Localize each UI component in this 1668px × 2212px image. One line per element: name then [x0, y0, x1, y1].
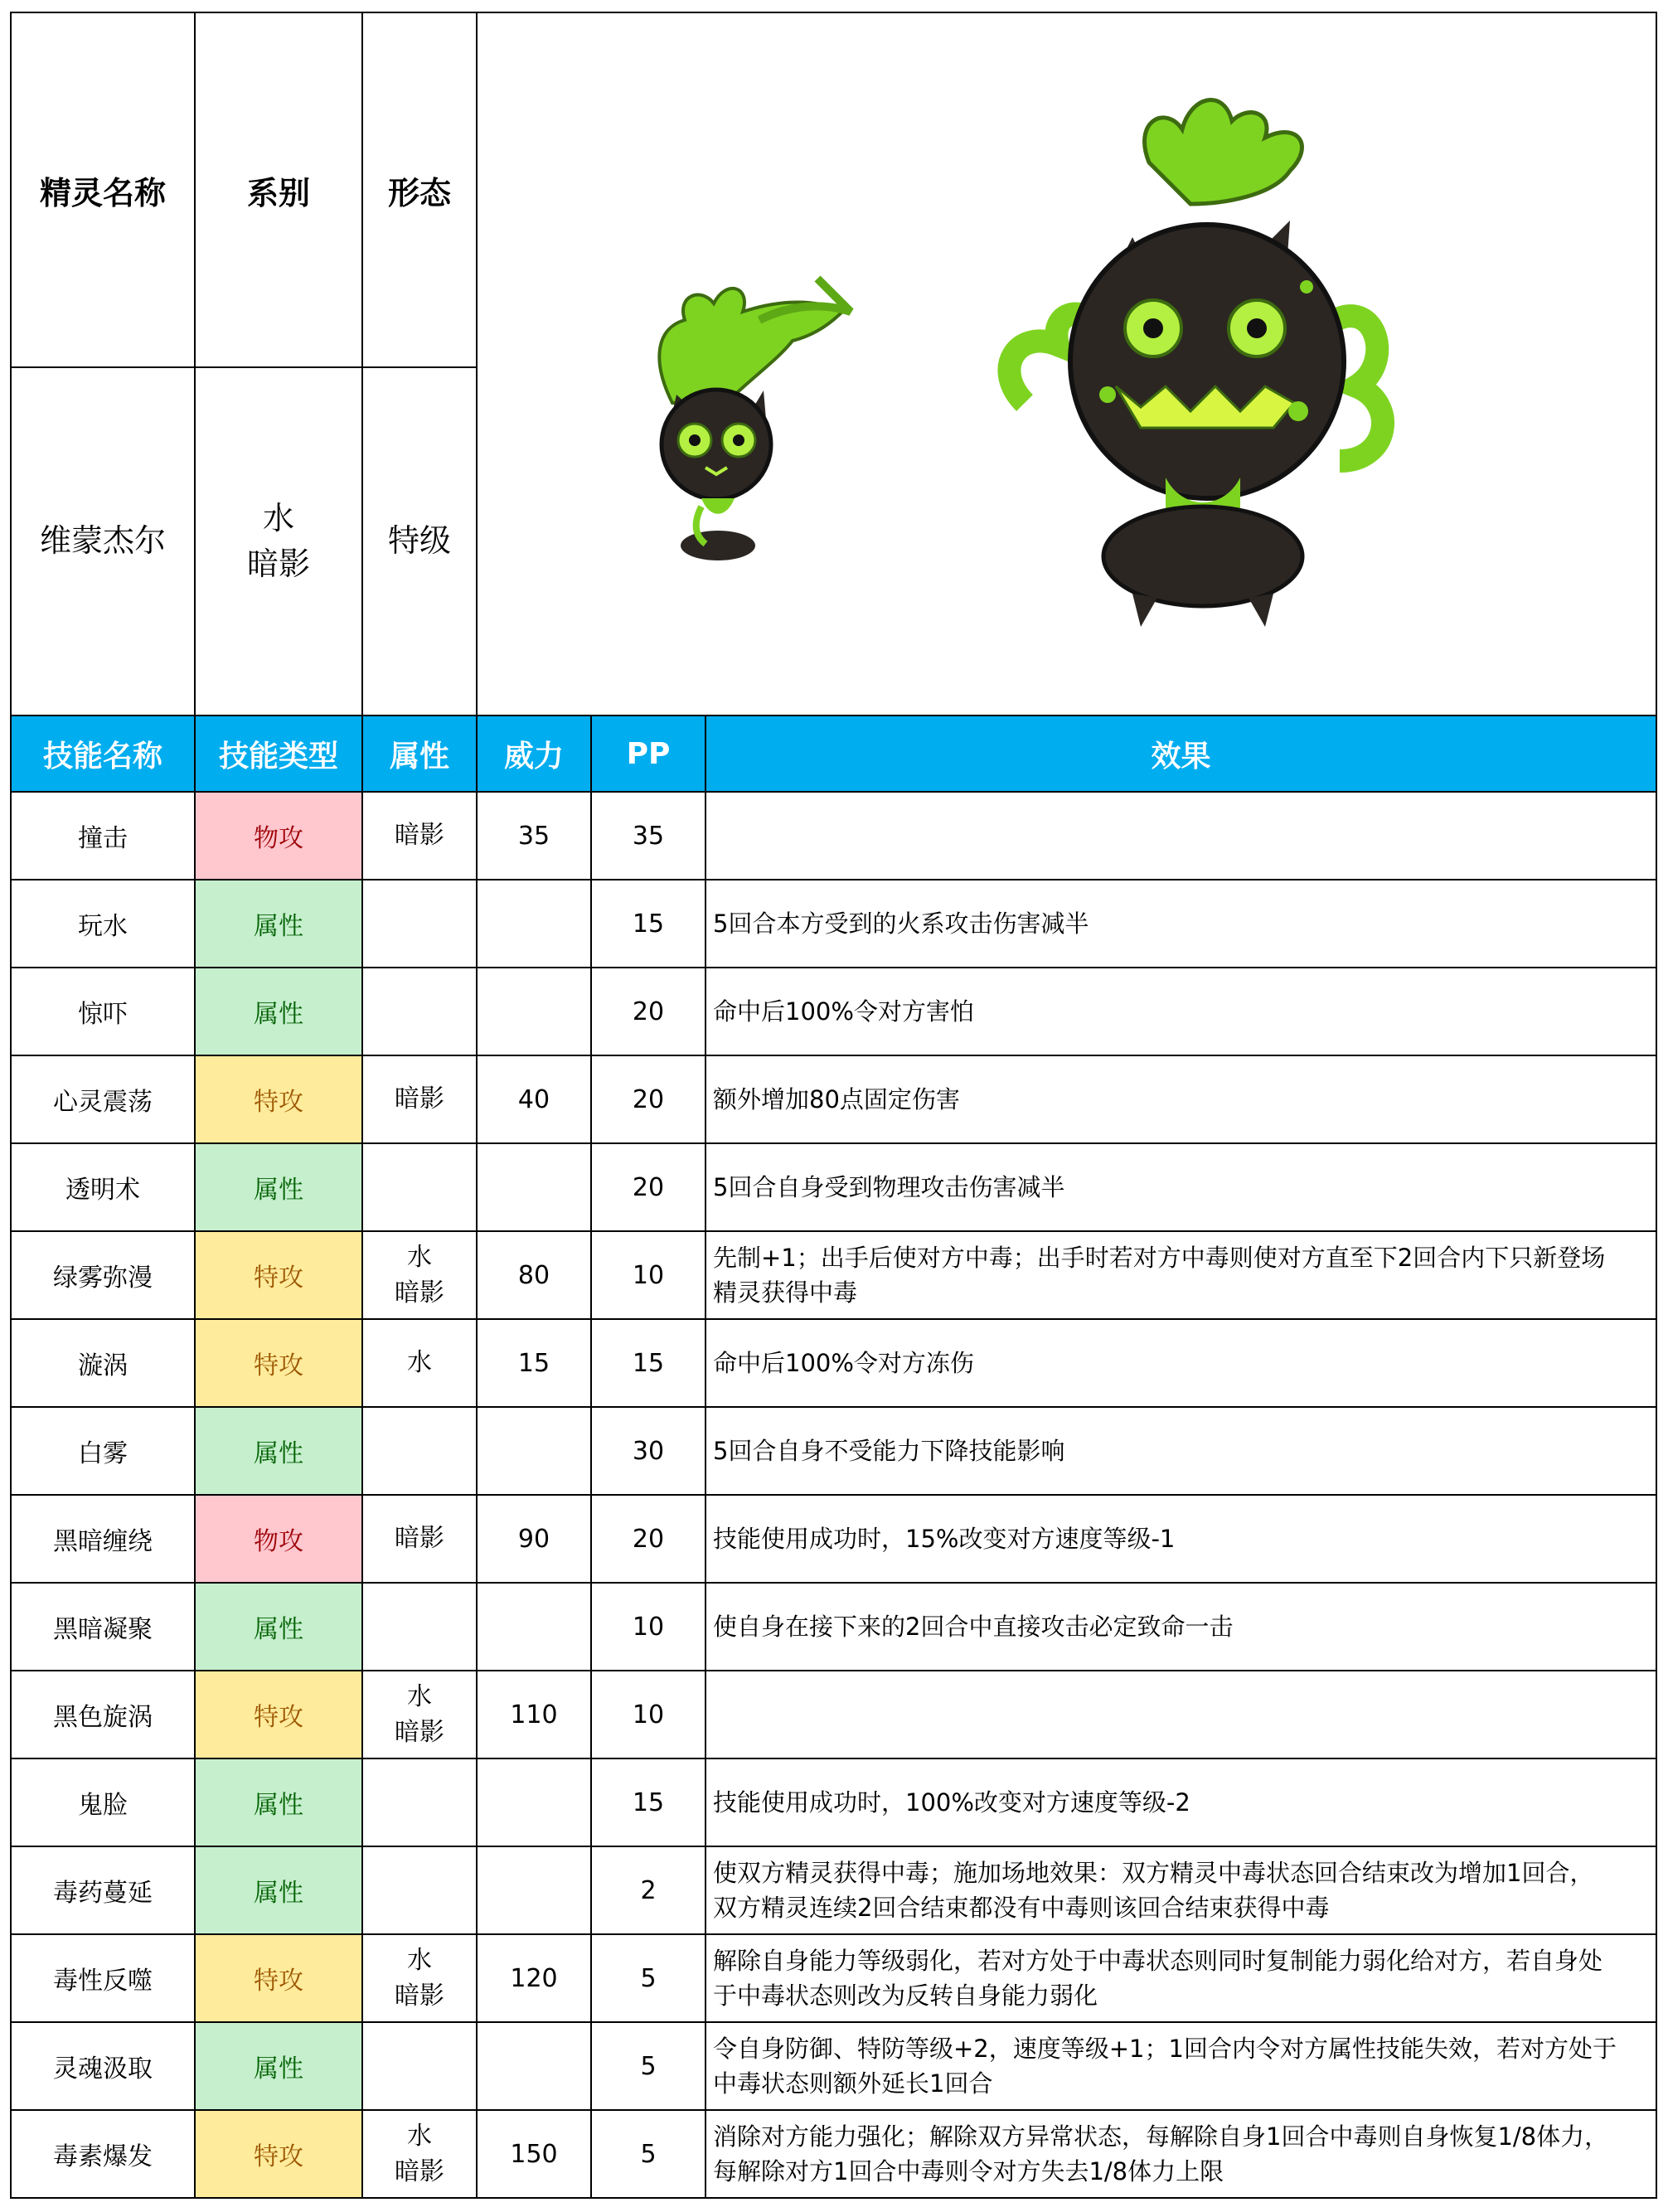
- skill-power: [477, 2022, 591, 2110]
- skill-name: 透明术: [11, 1143, 195, 1231]
- skill-attr-line: 暗影: [395, 1982, 444, 2011]
- skill-attr-line: 水: [407, 2121, 432, 2151]
- skill-power: 40: [477, 1055, 591, 1143]
- skill-row: [11, 2110, 1656, 2198]
- skill-effect: [706, 1846, 1656, 1934]
- skill-effect-line: 于中毒状态则改为反转自身能力弱化: [713, 1982, 1098, 2010]
- skill-attr-line: 水: [407, 1945, 432, 1975]
- skill-row: [11, 880, 1656, 968]
- skill-pp: 5: [591, 2110, 706, 2198]
- skill-attr: [362, 1319, 477, 1407]
- skill-type: 属性: [195, 1583, 362, 1671]
- skill-attr-line: 暗影: [395, 1718, 444, 1747]
- type-secondary: 暗影: [246, 546, 310, 582]
- skill-attr: [362, 1671, 477, 1758]
- skill-type: 属性: [195, 1846, 362, 1934]
- skill-effect: [706, 1231, 1656, 1319]
- name-header: 精灵名称: [11, 12, 195, 367]
- skill-power: [477, 1143, 591, 1231]
- skill-header-row: [11, 716, 1656, 792]
- skill-pp: 30: [591, 1407, 706, 1495]
- skill-type: 属性: [195, 880, 362, 968]
- skill-effect-line: 额外增加80点固定伤害: [713, 1084, 960, 1113]
- skill-row: [11, 1143, 1656, 1231]
- skill-power: 120: [477, 1934, 591, 2022]
- type-header: 系别: [195, 12, 362, 367]
- skill-type: 特攻: [195, 2110, 362, 2198]
- skill-pp: 20: [591, 1495, 706, 1583]
- skill-effect: [706, 2110, 1656, 2198]
- skill-attr: [362, 2022, 477, 2110]
- col-skill-name: 技能名称: [11, 716, 195, 792]
- skill-effect: [706, 1407, 1656, 1495]
- skill-effect-line: 双方精灵连续2回合结束都没有中毒则该回合结束获得中毒: [713, 1894, 1330, 1922]
- skill-attr: [362, 1495, 477, 1583]
- skill-attr-line: 暗影: [395, 821, 444, 851]
- skill-row: [11, 2022, 1656, 2110]
- skill-effect-line: 每解除对方1回合中毒则令对方失去1/8体力上限: [713, 2157, 1224, 2185]
- creature-name: 维蒙杰尔: [11, 367, 195, 716]
- skill-effect: [706, 792, 1656, 880]
- skill-attr: [362, 1231, 477, 1319]
- skill-effect-line: 技能使用成功时，100%改变对方速度等级-2: [713, 1788, 1190, 1817]
- skill-effect-line: 命中后100%令对方害怕: [713, 997, 974, 1026]
- skill-power: 90: [477, 1495, 591, 1583]
- skill-type: 特攻: [195, 1319, 362, 1407]
- creature-illustration: [478, 13, 1656, 715]
- skill-attr: [362, 1846, 477, 1934]
- skill-name: 惊吓: [11, 968, 195, 1055]
- skill-name: 撞击: [11, 792, 195, 880]
- skill-power: [477, 968, 591, 1055]
- col-effect: 效果: [706, 716, 1656, 792]
- skill-pp: 5: [591, 2022, 706, 2110]
- skill-attr-line: 水: [407, 1348, 432, 1378]
- skill-name: 黑暗缠绕: [11, 1495, 195, 1583]
- skill-name: 毒性反噬: [11, 1934, 195, 2022]
- skill-attr: [362, 2110, 477, 2198]
- skill-pp: 2: [591, 1846, 706, 1934]
- skill-name: 玩水: [11, 880, 195, 968]
- skill-effect: [706, 968, 1656, 1055]
- skill-power: 15: [477, 1319, 591, 1407]
- creature-form: 特级: [362, 367, 477, 716]
- skill-power: [477, 1407, 591, 1495]
- skill-type: 属性: [195, 968, 362, 1055]
- skill-effect: [706, 2022, 1656, 2110]
- skill-power: 35: [477, 792, 591, 880]
- skill-type: 特攻: [195, 1671, 362, 1758]
- skill-row: [11, 1231, 1656, 1319]
- skill-attr-line: 暗影: [395, 2157, 444, 2186]
- skill-attr: [362, 1758, 477, 1846]
- skill-effect-line: 5回合自身不受能力下降技能影响: [713, 1436, 1065, 1465]
- skill-power: 150: [477, 2110, 591, 2198]
- skill-effect-line: 使自身在接下来的2回合中直接攻击必定致命一击: [713, 1612, 1234, 1641]
- skill-attr: [362, 880, 477, 968]
- skill-attr: [362, 968, 477, 1055]
- skill-effect: [706, 1758, 1656, 1846]
- skill-type: 特攻: [195, 1934, 362, 2022]
- skill-effect-line: 5回合本方受到的火系攻击伤害减半: [713, 909, 1089, 938]
- skill-power: 80: [477, 1231, 591, 1319]
- skill-power: [477, 1583, 591, 1671]
- skill-effect: [706, 1934, 1656, 2022]
- skill-row: [11, 1583, 1656, 1671]
- skill-type: 属性: [195, 1758, 362, 1846]
- skill-name: 毒素爆发: [11, 2110, 195, 2198]
- skill-effect: [706, 1583, 1656, 1671]
- skill-pp: 10: [591, 1231, 706, 1319]
- skill-power: [477, 880, 591, 968]
- skill-attr-line: 暗影: [395, 1524, 444, 1554]
- skill-attr-line: 水: [407, 1681, 432, 1711]
- skill-row: [11, 1319, 1656, 1407]
- large-ghost-creature-icon: [1009, 100, 1383, 627]
- skill-attr: [362, 1055, 477, 1143]
- skill-effect-line: 中毒状态则额外延长1回合: [713, 2069, 993, 2098]
- skill-type: 属性: [195, 1407, 362, 1495]
- skill-attr-line: 暗影: [395, 1278, 444, 1307]
- skill-name: 漩涡: [11, 1319, 195, 1407]
- skill-effect-line: 技能使用成功时，15%改变对方速度等级-1: [713, 1524, 1176, 1553]
- skill-attr-line: 暗影: [395, 1084, 444, 1114]
- skill-pp: 20: [591, 1055, 706, 1143]
- small-ghost-creature-icon: [659, 279, 851, 560]
- skill-effect-line: 先制+1；出手后使对方中毒；出手时若对方中毒则使对方直至下2回合内下只新登场: [713, 1243, 1606, 1272]
- skill-row: [11, 1407, 1656, 1495]
- form-header: 形态: [362, 12, 477, 367]
- skill-sheet: [10, 12, 1657, 2199]
- skill-attr: [362, 1934, 477, 2022]
- skill-pp: 5: [591, 1934, 706, 2022]
- skill-name: 黑暗凝聚: [11, 1583, 195, 1671]
- col-power: 威力: [477, 716, 591, 792]
- col-pp: PP: [591, 716, 706, 792]
- skill-effect: [706, 880, 1656, 968]
- skill-pp: 15: [591, 1319, 706, 1407]
- skill-pp: 15: [591, 880, 706, 968]
- skill-pp: 20: [591, 968, 706, 1055]
- skill-attr: [362, 792, 477, 880]
- skill-row: [11, 1846, 1656, 1934]
- skill-effect: [706, 1143, 1656, 1231]
- skill-row: [11, 1758, 1656, 1846]
- skill-effect: [706, 1055, 1656, 1143]
- skill-power: [477, 1758, 591, 1846]
- skill-pp: 15: [591, 1758, 706, 1846]
- col-skill-type: 技能类型: [195, 716, 362, 792]
- skill-effect: [706, 1671, 1656, 1758]
- skill-row: [11, 968, 1656, 1055]
- type-primary: 水: [262, 499, 294, 536]
- skill-name: 心灵震荡: [11, 1055, 195, 1143]
- skill-type: 物攻: [195, 792, 362, 880]
- skill-name: 黑色旋涡: [11, 1671, 195, 1758]
- skill-pp: 35: [591, 792, 706, 880]
- skill-row: [11, 1495, 1656, 1583]
- skill-type: 属性: [195, 1143, 362, 1231]
- skill-effect: [706, 1319, 1656, 1407]
- skill-attr-line: 水: [407, 1242, 432, 1272]
- skill-pp: 10: [591, 1671, 706, 1758]
- skill-effect-line: 命中后100%令对方冻伤: [713, 1348, 974, 1377]
- creature-image-cell: [477, 12, 1656, 716]
- skill-type: 特攻: [195, 1231, 362, 1319]
- skill-name: 绿雾弥漫: [11, 1231, 195, 1319]
- skill-power: [477, 1846, 591, 1934]
- skill-attr: [362, 1143, 477, 1231]
- skill-effect-line: 5回合自身受到物理攻击伤害减半: [713, 1172, 1065, 1201]
- skill-type: 物攻: [195, 1495, 362, 1583]
- skill-effect-line: 解除自身能力等级弱化，若对方处于中毒状态则同时复制能力弱化给对方，若自身处: [713, 1946, 1603, 1975]
- skill-pp: 20: [591, 1143, 706, 1231]
- skill-effect-line: 精灵获得中毒: [713, 1278, 858, 1307]
- skill-effect-line: 使双方精灵获得中毒；施加场地效果：双方精灵中毒状态回合结束改为增加1回合，: [713, 1858, 1594, 1887]
- skill-row: [11, 1055, 1656, 1143]
- skill-row: [11, 1671, 1656, 1758]
- creature-types: [195, 367, 362, 716]
- skill-pp: 10: [591, 1583, 706, 1671]
- skill-name: 鬼脸: [11, 1758, 195, 1846]
- skill-name: 毒药蔓延: [11, 1846, 195, 1934]
- skill-type: 特攻: [195, 1055, 362, 1143]
- skill-name: 白雾: [11, 1407, 195, 1495]
- skill-type: 属性: [195, 2022, 362, 2110]
- skill-row: [11, 792, 1656, 880]
- skill-attr: [362, 1583, 477, 1671]
- skill-effect: [706, 1495, 1656, 1583]
- skill-attr: [362, 1407, 477, 1495]
- skill-row: [11, 1934, 1656, 2022]
- col-attr: 属性: [362, 716, 477, 792]
- skill-power: 110: [477, 1671, 591, 1758]
- skill-name: 灵魂汲取: [11, 2022, 195, 2110]
- skill-effect-line: 令自身防御、特防等级+2，速度等级+1；1回合内令对方属性技能失效，若对方处于: [713, 2034, 1617, 2063]
- skill-effect-line: 消除对方能力强化；解除双方异常状态，每解除自身1回合中毒则自身恢复1/8体力，: [713, 2122, 1609, 2151]
